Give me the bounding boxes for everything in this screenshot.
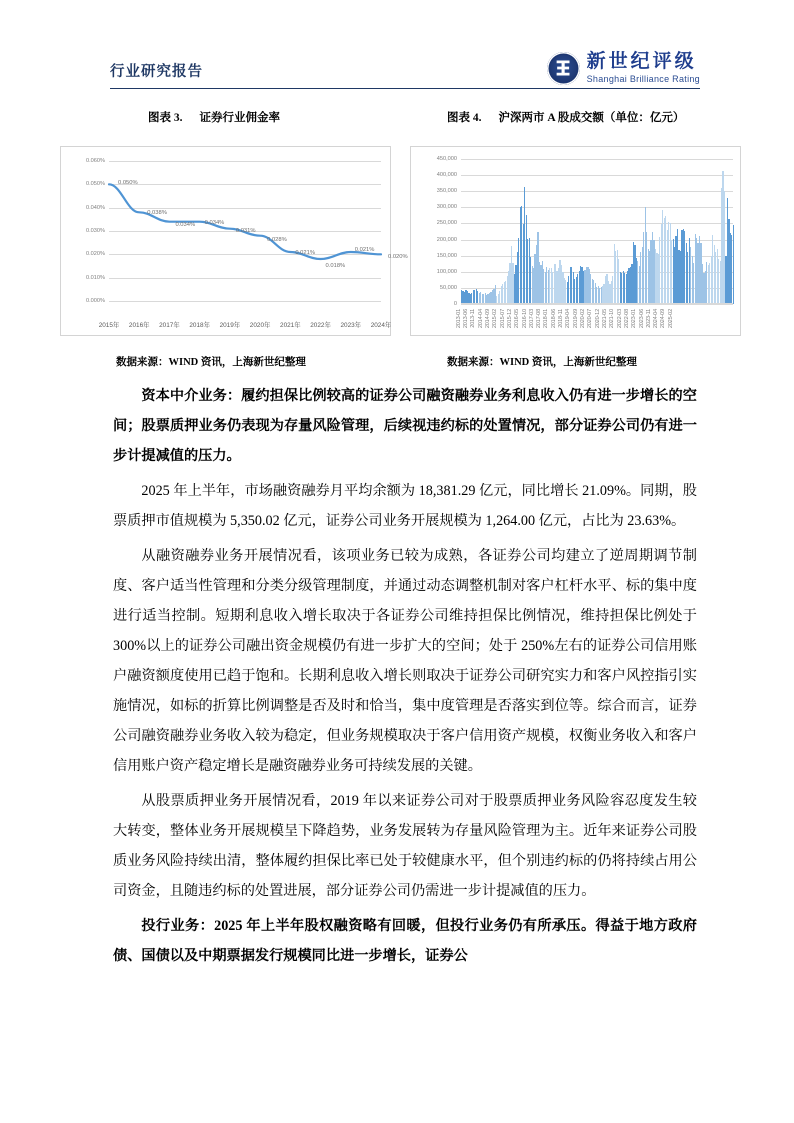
gridline — [109, 301, 381, 302]
x-axis-tick-label: 2016-10 — [521, 309, 528, 329]
data-point-label: 0.018% — [325, 263, 346, 269]
y-axis-tick-label: 0.040% — [86, 204, 105, 211]
x-axis-tick-label: 2022-03 — [616, 309, 623, 329]
figure-3-title: 证券行业佣金率 — [199, 112, 280, 124]
x-axis-tick-label: 2013-01 — [455, 309, 462, 329]
body-paragraph: 从融资融券业务开展情况看，该项业务已较为成熟，各证券公司均建立了逆周期调节制度、客户适当性管理和分类分级管理制度，并通过动态调整机制对客户杠杆水平、标的集中度进行适当控制。短期利息收入增长取决于各证券公司维持担保比例情况，维持担保比例处于 300%以上的证券公司融出资金规模仍有进一步扩大的空间；处于 250%左右的证券公司信用账户融资额度使用已趋于饱和。长期利息收入增长则取决于证券公司研究实力和客户风控指引实施情况，如标的折算比例调整是否及时和恰当，集中度管理是否落实到位等。综合而言，证券公司融资融券业务收入较为稳定，但业务规模取决于客户信用资产规模，权衡业务收入和客户信用账户资产稳定增长是融资融券业务可持续发展的关键。 — [113, 547, 697, 774]
body-paragraph: 资本中介业务：履约担保比例较高的证券公司融资融券业务利息收入仍有进一步增长的空间；股票质押业务仍表现为存量风险管理，后续视违约标的处置情况，部分证券公司仍有进一步计提减值的压力。 — [113, 388, 697, 464]
line-chart-plot-area — [86, 158, 408, 329]
x-axis-tick-label: 2015-12 — [506, 309, 513, 329]
x-axis-tick-label: 2025-02 — [667, 309, 674, 329]
x-axis-tick-label: 2023-06 — [638, 309, 645, 329]
y-axis-tick-label: 0.010% — [86, 274, 105, 281]
figure-4-title: 沪深两市 A 股成交额（单位：亿元） — [498, 112, 685, 124]
data-point-label: 0.031% — [235, 227, 256, 234]
data-point-label: 0.034% — [175, 221, 196, 228]
x-axis-tick-label: 2013-11 — [470, 309, 477, 328]
x-axis-tick-label: 2016年 — [128, 322, 150, 329]
x-axis-tick-label: 2013-06 — [463, 309, 470, 329]
x-axis-tick-label: 2021-05 — [601, 309, 608, 329]
x-axis-tick-label: 2021年 — [280, 322, 301, 329]
x-axis-tick-label: 2019年 — [219, 322, 241, 329]
y-axis-tick-label: 0 — [453, 301, 457, 307]
x-axis-tick-label: 2023年 — [340, 322, 362, 329]
chart-commission-rate — [60, 146, 408, 336]
y-axis-tick-label: 300,000 — [436, 204, 457, 211]
x-axis-tick-label: 2016-05 — [514, 309, 521, 329]
data-point-label: 0.050% — [118, 180, 138, 187]
chart-a-share-turnover — [410, 146, 741, 336]
bar — [733, 225, 734, 304]
x-axis-tick-label: 2018-06 — [550, 309, 557, 329]
bar-chart-baseline — [461, 303, 733, 304]
x-axis-tick-label: 2022-08 — [623, 309, 630, 329]
x-axis-tick-label: 2020-07 — [587, 309, 594, 329]
figure-4-caption — [447, 109, 684, 125]
y-axis-tick-label: 400,000 — [436, 172, 457, 179]
body-text-column — [113, 381, 697, 976]
figure-3-number: 图表 3. — [148, 112, 183, 124]
logo-text-block — [587, 52, 700, 84]
x-axis-tick-label: 2019-04 — [565, 309, 572, 329]
y-axis-tick-label: 200,000 — [436, 236, 457, 243]
x-axis-tick-label: 2021-10 — [609, 309, 616, 329]
shanghai-brilliance-seal-icon — [547, 52, 580, 85]
x-axis-tick-label: 2022年 — [310, 322, 331, 329]
bar-chart-plot-area — [436, 156, 733, 329]
header-divider — [110, 88, 700, 89]
x-axis-tick-label: 2015年 — [98, 322, 120, 329]
y-axis-tick-label: 0.000% — [86, 298, 105, 304]
x-axis-tick-label: 2015-02 — [492, 309, 499, 329]
x-axis-tick-label: 2018-01 — [543, 309, 550, 329]
y-axis-tick-label: 150,000 — [436, 252, 457, 259]
company-logo — [547, 48, 700, 88]
logo-name-cn: 新世纪评级 — [586, 51, 697, 72]
x-axis-tick-label: 2018-11 — [558, 309, 565, 328]
page-title: 行业研究报告 — [110, 64, 203, 80]
data-point-label: 0.021% — [354, 247, 375, 253]
y-axis-tick-label: 0.030% — [86, 228, 105, 234]
x-axis-tick-label: 2017年 — [159, 322, 180, 329]
data-point-label: 0.021% — [295, 250, 315, 256]
y-axis-tick-label: 50,000 — [439, 284, 457, 291]
x-axis-tick-label: 2019-09 — [572, 309, 579, 329]
page-header — [110, 48, 700, 94]
x-axis-tick-label: 2024年 — [370, 322, 392, 329]
body-paragraph: 从股票质押业务开展情况看，2019 年以来证券公司对于股票质押业务风险容忍度发生较大转变，整体业务开展规模呈下降趋势，业务发展转为存量风险管理为主。近年来证券公司股质业务风险持续出清，整体履约担保比率已处于较健康水平，但个别违约标的仍将持续占用公司资金，且随违约标的处置进展，部分证券公司仍需进一步计提减值的压力。 — [113, 792, 697, 899]
x-axis-tick-label: 2017-08 — [536, 309, 543, 329]
figure-4-number: 图表 4. — [447, 112, 482, 124]
data-point-label: 0.034% — [204, 219, 225, 226]
data-point-label: 0.028% — [267, 236, 287, 243]
y-axis-tick-label: 0.050% — [86, 181, 105, 188]
x-axis-tick-label: 2014-04 — [477, 309, 484, 329]
gridline — [461, 304, 733, 305]
x-axis-tick-label: 2014-09 — [484, 309, 491, 329]
body-paragraph: 投行业务：2025 年上半年股权融资略有回暖，但投行业务仍有所承压。得益于地方政府债、国债以及中期票据发行规模同比进一步增长，证券公 — [113, 917, 697, 964]
y-axis-tick-label: 350,000 — [436, 188, 457, 195]
x-axis-tick-label: 2020-02 — [580, 309, 587, 329]
y-axis-tick-label: 250,000 — [436, 220, 457, 227]
figure-4-source-note: 数据来源：WIND 资讯，上海新世纪整理 — [447, 357, 637, 368]
x-axis-tick-label: 2015-07 — [499, 309, 506, 329]
line-series-path — [109, 184, 381, 259]
bar-chart-series — [461, 159, 733, 304]
x-axis-tick-label: 2018年 — [189, 322, 210, 329]
figure-3-source-note: 数据来源：WIND 资讯，上海新世纪整理 — [116, 357, 306, 368]
data-point-label: 0.020% — [388, 254, 408, 261]
body-paragraph: 2025 年上半年，市场融资融券月平均余额为 18,381.29 亿元，同比增长 21.09%。同期，股票质押市值规模为 5,350.02 亿元，证券公司业务开展规模为 1,264.00 亿元，占比为 23.63%。 — [113, 482, 697, 529]
y-axis-tick-label: 0.060% — [86, 158, 105, 164]
x-axis-tick-label: 2024-09 — [660, 309, 667, 329]
x-axis-tick-label: 2020-12 — [594, 309, 601, 329]
x-axis-tick-label: 2017-03 — [528, 309, 535, 329]
logo-name-en: Shanghai Brilliance Rating — [586, 74, 700, 84]
x-axis-tick-label: 2024-04 — [653, 309, 660, 329]
y-axis-tick-label: 100,000 — [436, 268, 457, 275]
y-axis-tick-label: 0.020% — [86, 251, 105, 258]
y-axis-tick-label: 450,000 — [436, 156, 457, 162]
x-axis-tick-label: 2023-01 — [631, 309, 638, 329]
data-point-label: 0.038% — [147, 210, 167, 217]
figure-3-caption — [148, 109, 280, 125]
x-axis-tick-label: 2023-11 — [645, 309, 652, 328]
x-axis-tick-label: 2020年 — [249, 322, 271, 329]
